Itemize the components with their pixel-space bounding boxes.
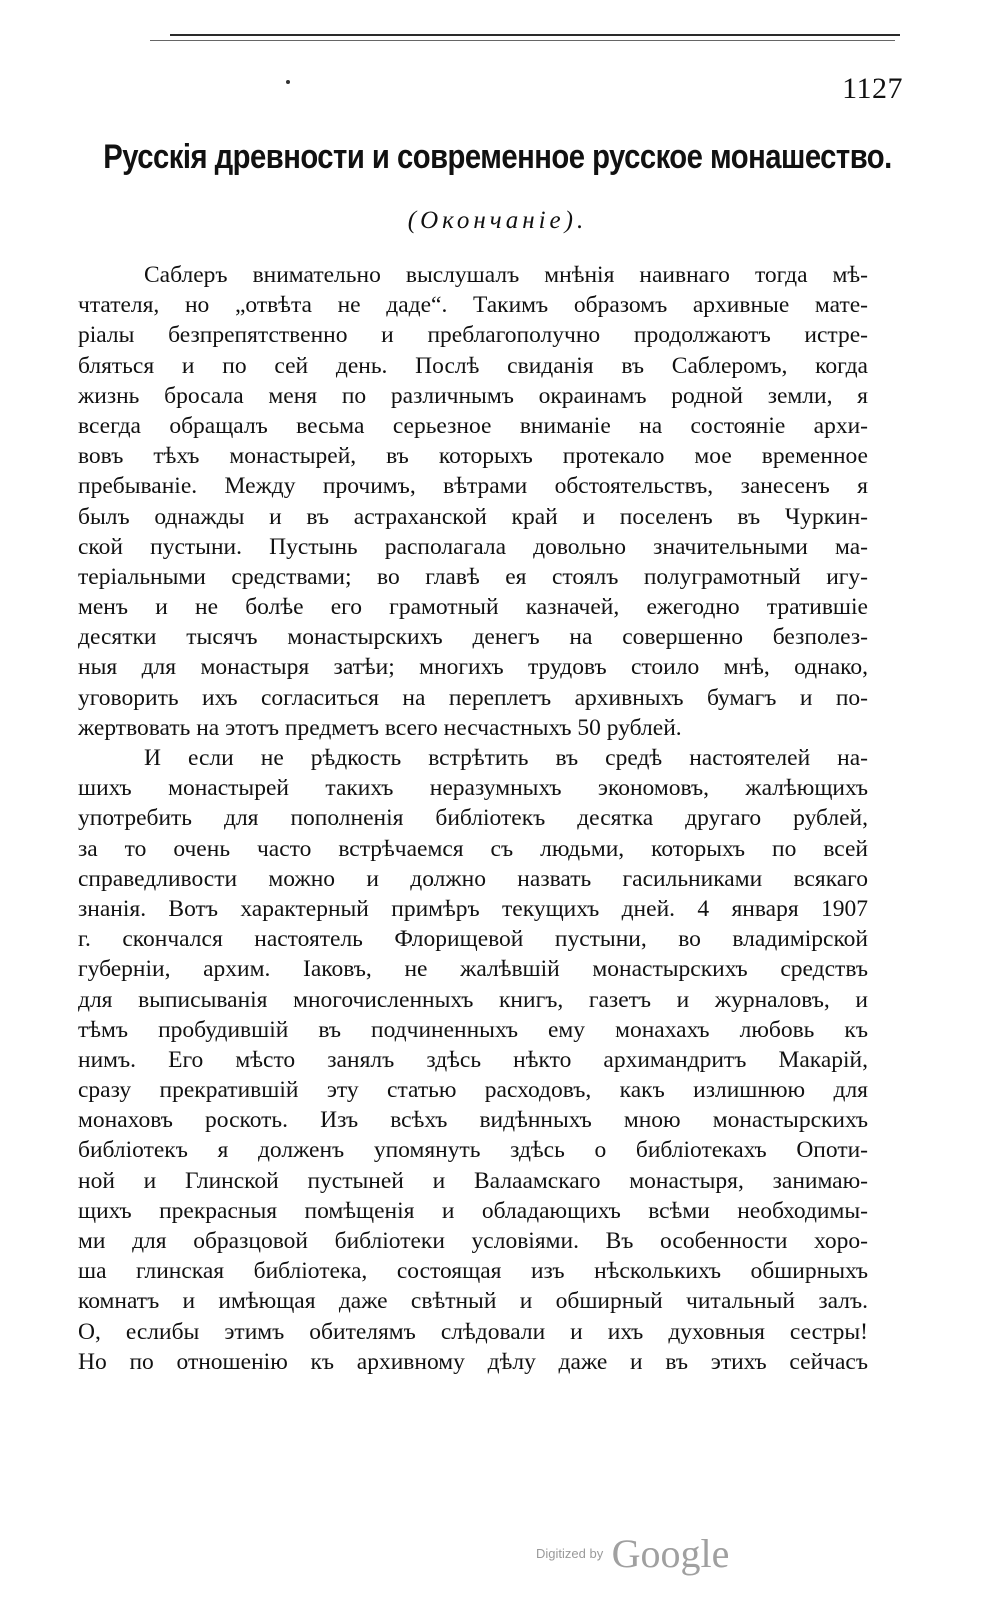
text-line: вовъ тѣхъ монастырей, въ которыхъ протекало мое временное bbox=[78, 443, 868, 470]
text-line: теріальными средствами; во главѣ ея стоялъ полуграмотный игу- bbox=[78, 563, 868, 590]
text-line: ріалы безпрепятственно и преблагополучно продолжаютъ истре- bbox=[78, 322, 868, 349]
text-line: бляться и по сей день. Послѣ свиданія въ Саблеромъ, когда bbox=[78, 352, 868, 379]
text-line: уговорить ихъ согласиться на переплетъ архивныхъ бумагъ и по- bbox=[78, 684, 868, 711]
article-subtitle: (Окончаніе). bbox=[407, 207, 588, 234]
ink-speck bbox=[286, 80, 290, 84]
text-line: библіотекъ я долженъ упомянуть здѣсь о библіотекахъ Опоти- bbox=[78, 1137, 868, 1164]
text-line: за то очень часто встрѣчаемся съ людьми, которыхъ по всей bbox=[78, 835, 868, 862]
text-line: чтателя, но „отвѣта не даде“. Такимъ образомъ архивные мате- bbox=[78, 292, 868, 319]
text-line: И если не рѣдкость встрѣтить въ средѣ настоятелей на- bbox=[144, 745, 868, 771]
text-line: ской пустыни. Пустынь располагала довольно значительными ма- bbox=[78, 533, 868, 560]
text-line: былъ однажды и въ астраханской край и поселенъ въ Чуркин- bbox=[78, 503, 868, 530]
text-line: пребываніе. Между прочимъ, вѣтрами обстоятельствъ, занесенъ я bbox=[78, 473, 868, 500]
text-line: комнатъ и имѣющая даже свѣтный и обширный читальный залъ. bbox=[78, 1288, 868, 1315]
text-line: губерніи, архим. Іаковъ, не жалѣвшій монастырскихъ средствъ bbox=[78, 956, 868, 983]
text-line: употребить для пополненія библіотекъ десятка другаго рублей, bbox=[78, 805, 868, 832]
text-line: знанія. Вотъ характерный примѣръ текущихъ дней. 4 января 1907 bbox=[78, 895, 868, 922]
digitized-watermark bbox=[536, 1530, 729, 1577]
text-line: О, еслибы этимъ обителямъ слѣдовали и ихъ духовныя сестры! bbox=[78, 1318, 868, 1345]
text-line: шихъ монастырей такихъ неразумныхъ экономовъ, жалѣющихъ bbox=[78, 775, 868, 802]
page-number: 1127 bbox=[842, 72, 903, 105]
text-line: ной и Глинской пустыней и Валаамскаго монастыря, занимаю- bbox=[78, 1167, 868, 1194]
google-logo: Google bbox=[611, 1531, 730, 1576]
text-line: тѣмъ пробудившій въ подчиненныхъ ему монахахъ любовь къ bbox=[78, 1016, 868, 1043]
article-title: Русскія древности и современное русское монашество. bbox=[103, 138, 892, 176]
text-line: Саблеръ внимательно выслушалъ мнѣнія наивнаго тогда мѣ- bbox=[144, 262, 868, 288]
text-line: нимъ. Его мѣсто занялъ здѣсь нѣкто архимандритъ Макарій, bbox=[78, 1046, 868, 1073]
text-line: справедливости можно и должно назвать гасильниками всякаго bbox=[78, 865, 868, 892]
text-line: сразу прекратившій эту статью расходовъ, какъ излишнюю для bbox=[78, 1077, 868, 1104]
top-rule bbox=[170, 34, 900, 36]
text-line: для выписыванія многочисленныхъ книгъ, газетъ и журналовъ, и bbox=[78, 986, 868, 1013]
watermark-prefix: Digitized by bbox=[536, 1546, 604, 1561]
text-line: щихъ прекрасныя помѣщенія и обладающихъ всѣми необходимы- bbox=[78, 1197, 868, 1224]
article-body bbox=[78, 260, 868, 1377]
text-line: ныя для монастыря затѣи; многихъ трудовъ стоило мнѣ, однако, bbox=[78, 654, 868, 681]
text-line: Но по отношенію къ архивному дѣлу даже и въ этихъ сейчасъ bbox=[78, 1348, 868, 1375]
text-line: жертвовать на этотъ предметъ всего несчастныхъ 50 рублей. bbox=[78, 714, 682, 741]
text-line: десятки тысячъ монастырскихъ денегъ на совершенно безполез- bbox=[78, 624, 868, 651]
text-line: менъ и не болѣе его грамотный казначей, ежегодно тратившіе bbox=[78, 594, 868, 621]
text-line: жизнь бросала меня по различнымъ окраинамъ родной земли, я bbox=[78, 382, 868, 409]
text-line: монаховъ роскоть. Изъ всѣхъ видѣнныхъ мною монастырскихъ bbox=[78, 1107, 868, 1134]
text-line: г. скончался настоятель Флорищевой пустыни, во владимірской bbox=[78, 926, 868, 953]
text-line: ша глинская библіотека, состоящая изъ нѣсколькихъ обширныхъ bbox=[78, 1258, 868, 1285]
top-rule-thin bbox=[150, 40, 895, 41]
text-line: ми для образцовой библіотеки условіями. Въ особенности хоро- bbox=[78, 1228, 868, 1254]
text-line: всегда обращалъ весьма серьезное вниманіе на состояніе архи- bbox=[78, 412, 868, 439]
